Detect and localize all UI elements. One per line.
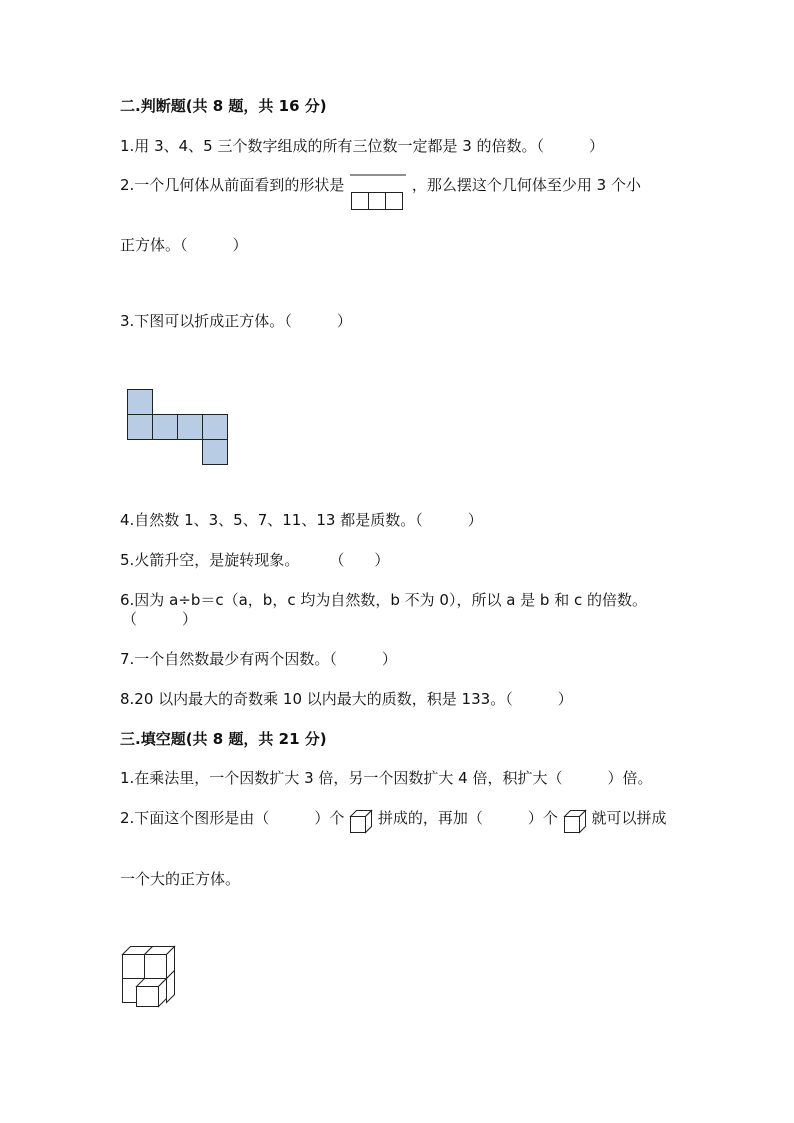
- question-2-2: [120, 174, 641, 212]
- question-3-2-text-c: 就可以拼成: [591, 809, 667, 827]
- cube-protruding-front: [137, 987, 159, 1007]
- question-2-5: 5.火箭升空，是旋转现象。 （ ）: [120, 551, 390, 569]
- stacked-cubes-figure: [118, 942, 182, 1008]
- question-2-1: 1.用 3、4、5 三个数字组成的所有三位数一定都是 3 的倍数。（ ）: [120, 137, 605, 155]
- question-3-1: 1.在乘法里，一个因数扩大 3 倍，另一个因数扩大 4 倍，积扩大（ ）倍。: [120, 769, 653, 787]
- question-2-2-text-b: ，那么摆这个几何体至少用 3 个小: [411, 176, 641, 194]
- front-view-figure: [349, 174, 407, 212]
- front-view-square-1: [352, 193, 369, 210]
- net-square-row-4: [203, 415, 228, 440]
- net-square-row-2: [153, 415, 178, 440]
- net-square-bottom: [203, 440, 228, 465]
- question-2-2-text-a: 2.一个几何体从前面看到的形状是: [120, 176, 345, 194]
- question-2-6: 6.因为 a÷b＝c（a，b，c 均为自然数，b 不为 0），所以 a 是 b 和 c 的倍数。: [120, 591, 648, 609]
- cube-front-top-right: [145, 955, 167, 979]
- cube-net-figure: [126, 388, 232, 468]
- question-3-2-text-a: 2.下面这个图形是由（ ）个: [120, 809, 345, 827]
- question-2-6-answer: （ ）: [122, 610, 198, 628]
- section-3-heading: 三.填空题(共 8 题，共 21 分): [120, 730, 327, 748]
- cube-front-top-left: [123, 955, 145, 979]
- question-3-2-continued: 一个大的正方体。: [120, 870, 241, 888]
- net-square-row-3: [178, 415, 203, 440]
- question-2-7: 7.一个自然数最少有两个因数。（ ）: [120, 650, 397, 668]
- net-square-top: [128, 390, 153, 415]
- small-cube-icon: [349, 809, 373, 835]
- net-square-row-1: [128, 415, 153, 440]
- question-3-2-text-b: 拼成的，再加（ ）个: [377, 809, 558, 827]
- front-view-square-2: [369, 193, 386, 210]
- small-cube-icon: [563, 809, 587, 835]
- question-2-3: 3.下图可以折成正方体。（ ）: [120, 312, 352, 330]
- question-2-8: 8.20 以内最大的奇数乘 10 以内最大的质数，积是 133。（ ）: [120, 690, 573, 708]
- question-3-2: [120, 808, 666, 835]
- front-view-square-3: [386, 193, 403, 210]
- section-2-heading: 二.判断题(共 8 题，共 16 分): [120, 97, 327, 115]
- question-2-2-continued: 正方体。（ ）: [120, 236, 248, 254]
- question-2-4: 4.自然数 1、3、5、7、11、13 都是质数。（ ）: [120, 511, 483, 529]
